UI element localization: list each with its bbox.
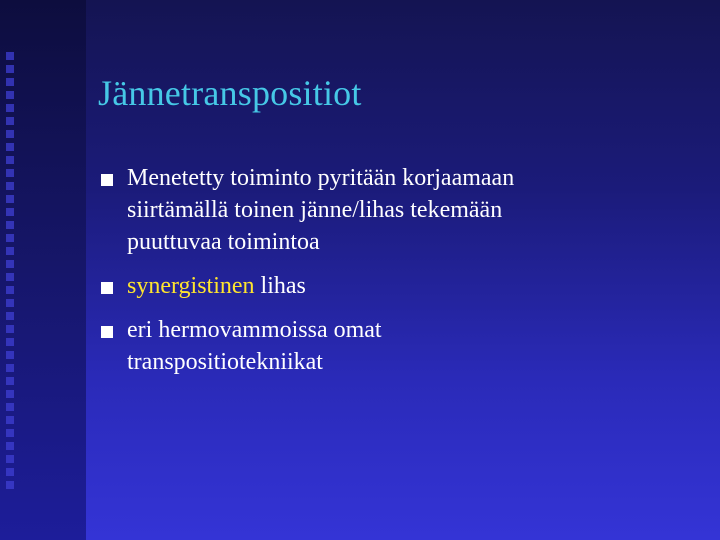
slide-title: Jännetranspositiot: [98, 73, 362, 113]
bullet-line: puuttuvaa toimintoa: [127, 229, 320, 255]
square-bullet-icon: [101, 326, 113, 338]
square-bullet-icon: [101, 282, 113, 294]
bullet-item: [98, 162, 698, 258]
bullet-line: eri hermovammoissa omat: [127, 317, 382, 343]
bullet-line: siirtämällä toinen jänne/lihas tekemään: [127, 197, 503, 223]
bullet-text: lihas: [254, 273, 306, 299]
highlighted-term: synergistinen: [127, 273, 255, 299]
bullet-list: [98, 162, 698, 390]
bullet-line: Menetetty toiminto pyritään korjaamaan: [127, 165, 515, 191]
side-strip: [0, 0, 86, 540]
bullet-item: [98, 270, 698, 302]
bullet-item: [98, 314, 698, 378]
decorative-squares: [6, 52, 14, 492]
square-bullet-icon: [101, 174, 113, 186]
bullet-line: transpositiotekniikat: [127, 349, 323, 375]
